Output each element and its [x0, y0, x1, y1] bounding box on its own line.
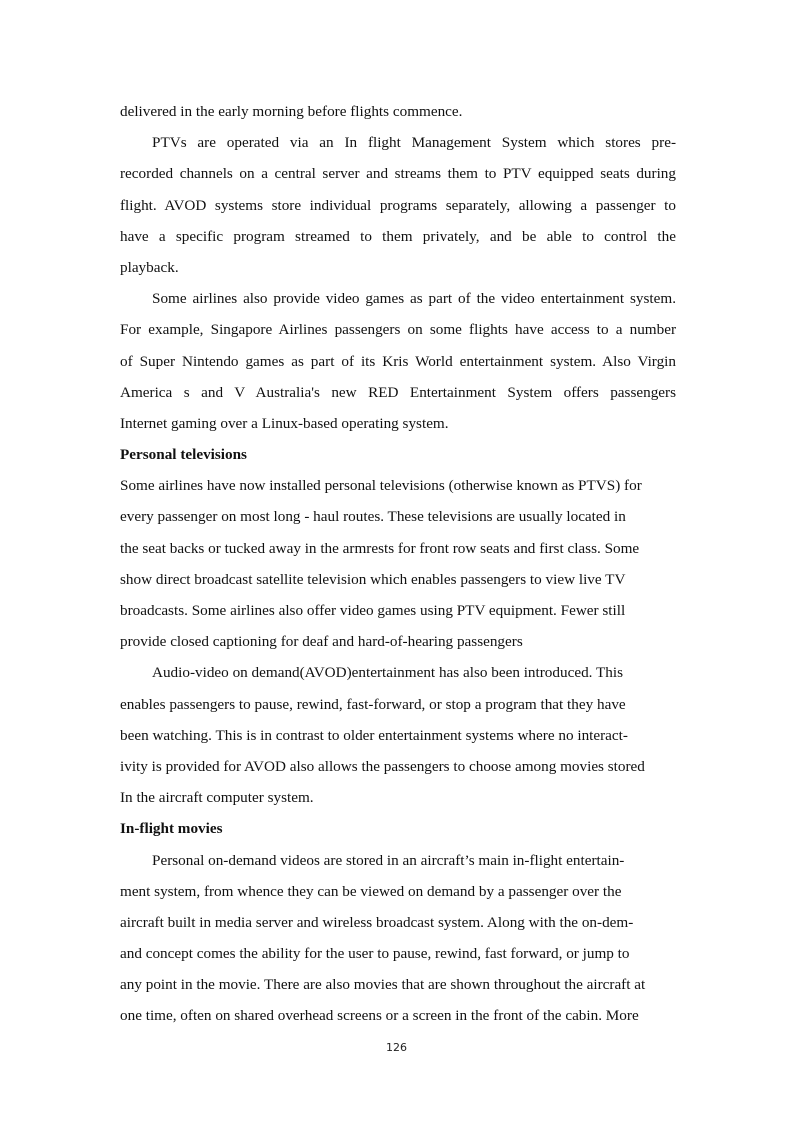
text-line: broadcasts. Some airlines also offer video games using PTV equipment. Fewer still	[120, 602, 626, 619]
text-line: been watching. This is in contrast to older entertainment systems where no interact-	[120, 726, 628, 744]
text-line: PTVs are operated via an In flight Management System which stores pre-	[152, 134, 676, 152]
text-line: every passenger on most long - haul routes. These televisions are usually located in	[120, 508, 626, 526]
text-line: playback.	[120, 258, 179, 276]
text-line: one time, often on shared overhead screens or a screen in the front of the cabin. More	[120, 1007, 639, 1025]
text-line: enables passengers to pause, rewind, fast-forward, or stop a program that they have	[120, 695, 626, 713]
page-number: 126	[386, 1041, 407, 1054]
section-heading: In-flight movies	[120, 820, 223, 838]
text-line: recorded channels on a central server and streams them to PTV equipped seats during	[120, 165, 676, 183]
text-line: ivity is provided for AVOD also allows the passengers to choose among movies stored	[120, 757, 645, 775]
section-heading: Personal televisions	[120, 446, 247, 464]
text-line: any point in the movie. There are also movies that are shown throughout the aircraft at	[120, 976, 646, 994]
text-line: In the aircraft computer system.	[120, 789, 314, 807]
text-line: For example, Singapore Airlines passengers on some flights have access to a number	[120, 321, 676, 339]
text-line: show direct broadcast satellite television which enables passengers to view live TV	[120, 570, 626, 588]
text-line: Internet gaming over a Linux-based operating system.	[120, 414, 449, 432]
text-line: ment system, from whence they can be viewed on demand by a passenger over the	[120, 882, 622, 900]
text-line: Personal on-demand videos are stored in an aircraft’s main in-flight entertain-	[152, 851, 625, 869]
text-line: provide closed captioning for deaf and hard-of-hearing passengers	[120, 633, 523, 651]
text-line: of Super Nintendo games as part of its Kris World entertainment system. Also Virgin	[120, 352, 676, 370]
text-line: have a specific program streamed to them privately, and be able to control the	[120, 227, 676, 245]
text-line: and concept comes the ability for the user to pause, rewind, fast forward, or jump to	[120, 945, 630, 963]
text-line: aircraft built in media server and wireless broadcast system. Along with the on-dem-	[120, 913, 634, 931]
text-line: delivered in the early morning before flights commence.	[120, 103, 463, 120]
text-line: America s and V Australia's new RED Entertainment System offers passengers	[120, 383, 676, 401]
body-text	[120, 96, 676, 1032]
text-line: Some airlines have now installed personal televisions (otherwise known as PTVS) for	[120, 477, 642, 495]
text-line: Audio-video on demand(AVOD)entertainment has also been introduced. This	[152, 664, 623, 682]
text-line: Some airlines also provide video games as part of the video entertainment system.	[152, 290, 676, 308]
text-line: the seat backs or tucked away in the armrests for front row seats and first class. Some	[120, 539, 640, 557]
text-line: flight. AVOD systems store individual programs separately, allowing a passenger to	[120, 196, 676, 214]
